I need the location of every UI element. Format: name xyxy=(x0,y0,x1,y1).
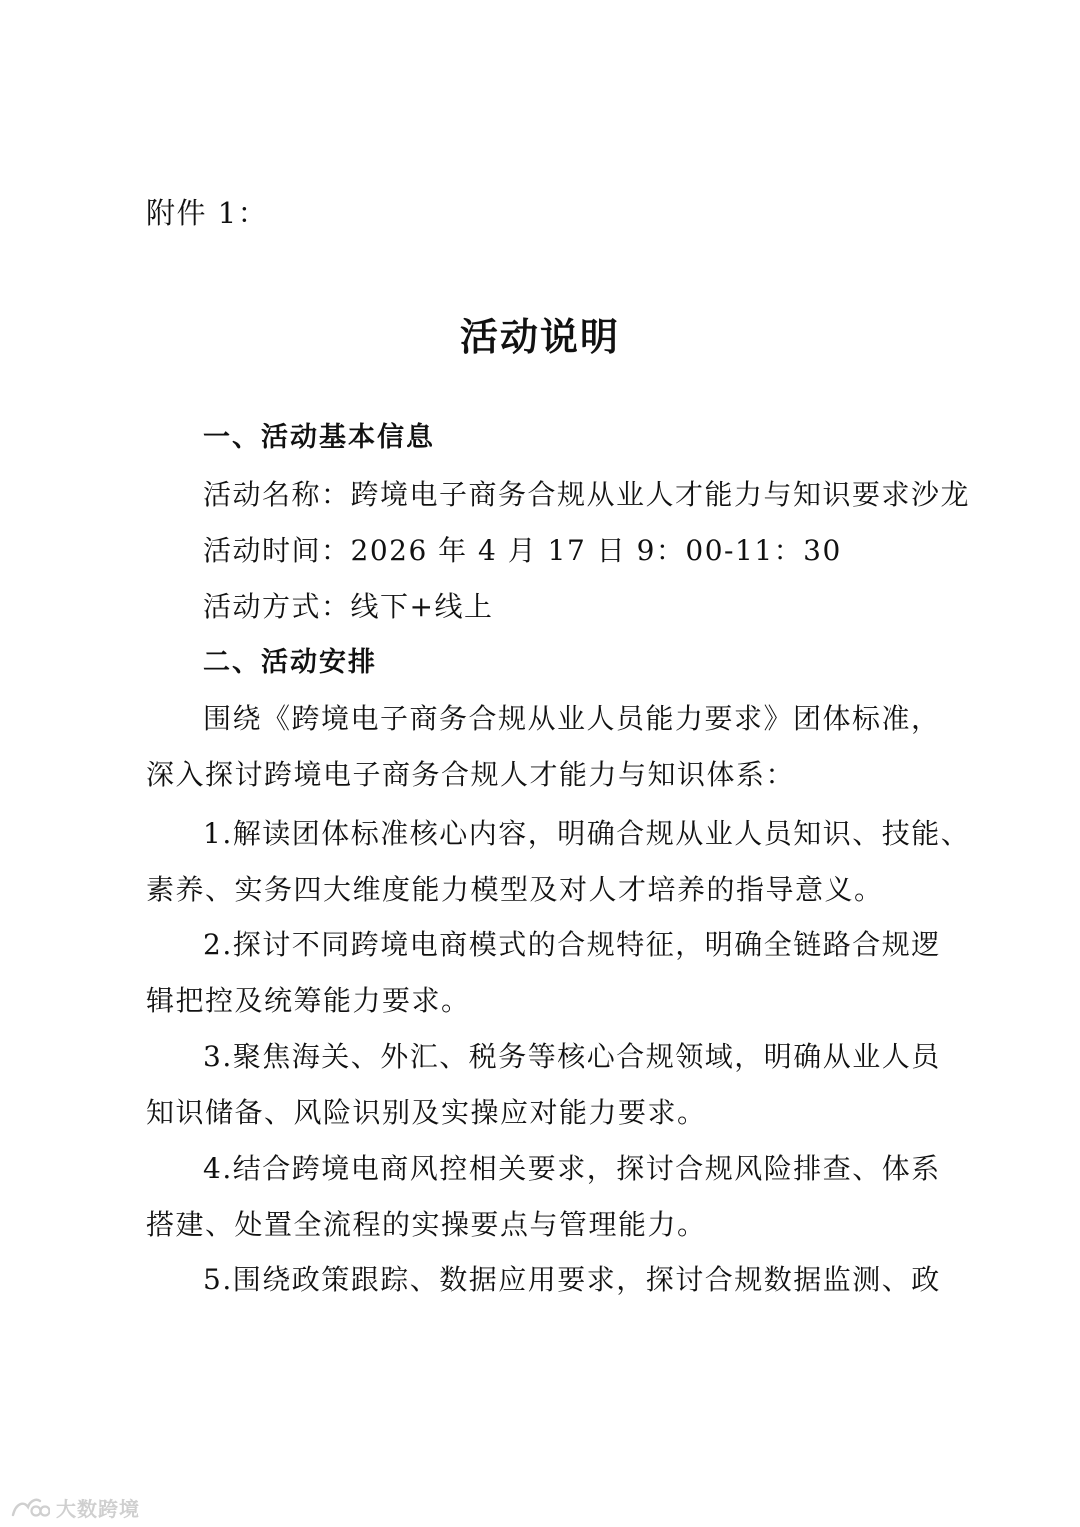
watermark-text: 大数跨境 xyxy=(56,1496,140,1521)
list-item-2-line1: 2.探讨不同跨境电商模式的合规特征，明确全链路合规逻 xyxy=(203,928,941,961)
list-item-1-line2: 素养、实务四大维度能力模型及对人才培养的指导意义。 xyxy=(146,873,884,906)
list-item-4-line1: 4.结合跨境电商风控相关要求，探讨合规风险排查、体系 xyxy=(203,1152,941,1185)
attachment-label: 附件 1： xyxy=(146,196,269,230)
list-item-1-line1: 1.解读团体标准核心内容，明确合规从业人员知识、技能、 xyxy=(203,817,971,850)
activity-mode: 活动方式：线下+线上 xyxy=(203,590,494,623)
bird-logo-icon xyxy=(10,1495,50,1519)
arrangement-intro-line2: 深入探讨跨境电子商务合规人才能力与知识体系： xyxy=(146,758,796,791)
list-item-3-line2: 知识储备、风险识别及实操应对能力要求。 xyxy=(146,1096,707,1129)
arrangement-intro-line1: 围绕《跨境电子商务合规从业人员能力要求》团体标准， xyxy=(203,702,941,735)
list-item-4-line2: 搭建、处置全流程的实操要点与管理能力。 xyxy=(146,1208,707,1241)
list-item-3-line1: 3.聚焦海关、外汇、税务等核心合规领域，明确从业人员 xyxy=(203,1040,941,1073)
activity-name: 活动名称：跨境电子商务合规从业人才能力与知识要求沙龙 xyxy=(203,478,971,511)
watermark xyxy=(10,1494,140,1520)
section-heading-arrangement: 二、活动安排 xyxy=(203,647,377,678)
activity-time: 活动时间：2026 年 4 月 17 日 9：00-11：30 xyxy=(203,534,842,567)
document-title: 活动说明 xyxy=(459,315,620,359)
list-item-2-line2: 辑把控及统筹能力要求。 xyxy=(146,984,471,1017)
section-heading-basic-info: 一、活动基本信息 xyxy=(203,422,435,453)
list-item-5-line1: 5.围绕政策跟踪、数据应用要求，探讨合规数据监测、政 xyxy=(203,1263,941,1296)
